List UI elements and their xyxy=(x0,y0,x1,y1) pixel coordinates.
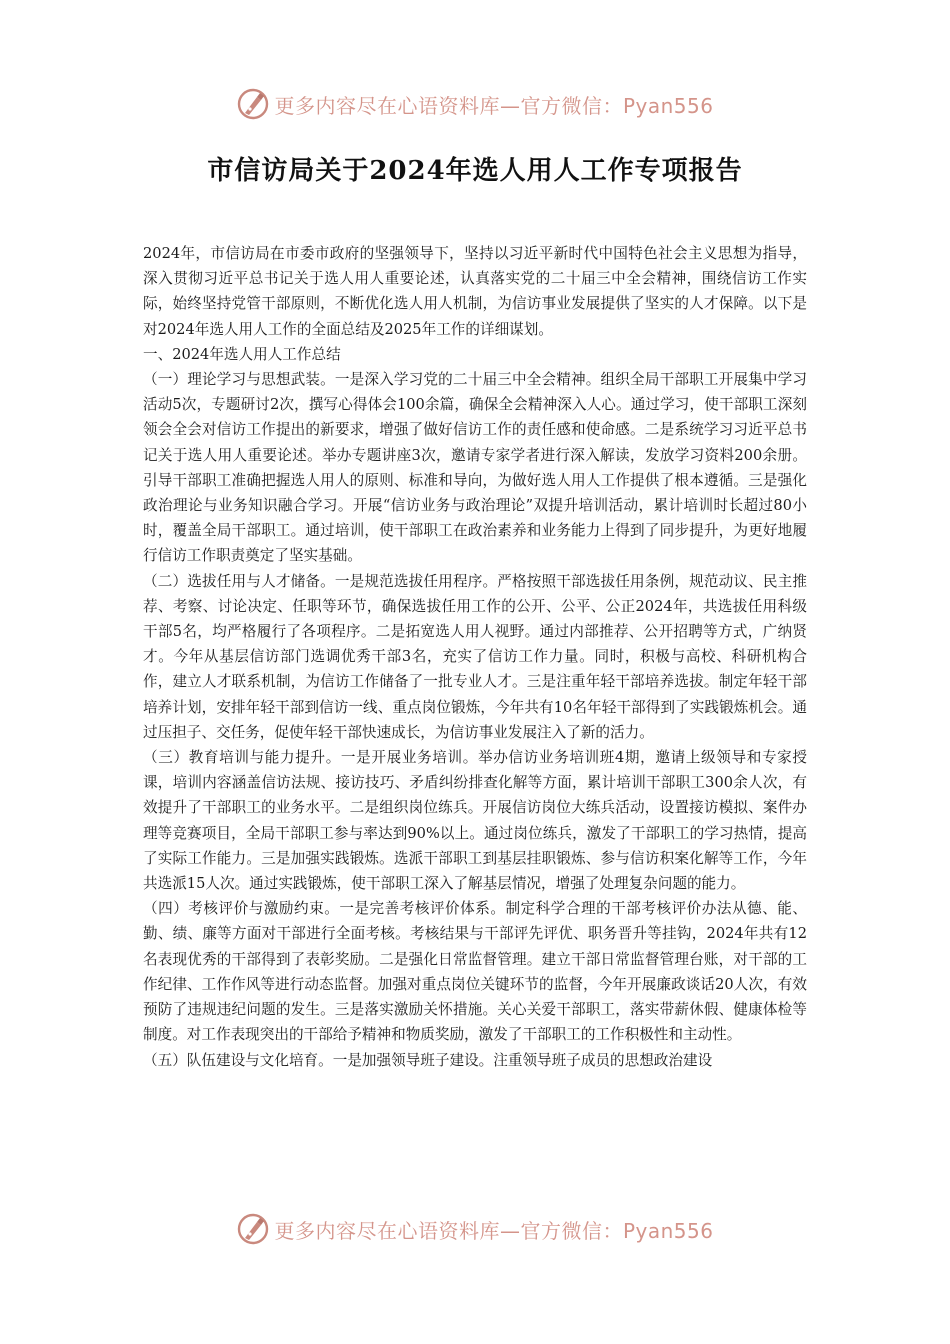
watermark-header xyxy=(0,84,950,124)
pen-nib-logo-icon xyxy=(236,1212,270,1246)
watermark-text: 更多内容尽在心语资料库—官方微信：Pyan556 xyxy=(274,93,714,118)
body-paragraph: （四）考核评价与激励约束。一是完善考核评价体系。制定科学合理的干部考核评价办法从德、能、勤、绩、廉等方面对干部进行全面考核。考核结果与干部评先评优、职务晋升等挂钩，2024年共有12名表现优秀的干部得到了表彰奖励。二是强化日常监督管理。建立干部日常监督管理台账，对干部的工作纪律、工作作风等进行动态监督。加强对重点岗位关键环节的监督，今年开展廉政谈话20人次，有效预防了违规违纪问题的发生。三是落实激励关怀措施。关心关爱干部职工，落实带薪休假、健康体检等制度。对工作表现突出的干部给予精神和物质奖励，激发了干部职工的工作积极性和主动性。 xyxy=(143,900,807,1044)
page-title: 市信访局关于2024年选人用人工作专项报告 xyxy=(207,156,743,186)
body-paragraph: （一）理论学习与思想武装。一是深入学习党的二十届三中全会精神。组织全局干部职工开展集中学习活动5次，专题研讨2次，撰写心得体会100余篇，确保全会精神深入人心。通过学习，使干部职工深刻领会全会对信访工作提出的新要求，增强了做好信访工作的责任感和使命感。二是系统学习习近平总书记关于选人用人重要论述。举办专题讲座3次，邀请专家学者进行深入解读，发放学习资料200余册。引导干部职工准确把握选人用人的原则、标准和导向，为做好选人用人工作提供了根本遵循。三是强化政治理论与业务知识融合学习。开展“信访业务与政治理论”双提升培训活动，累计培训时长超过80小时，覆盖全局干部职工。通过培训，使干部职工在政治素养和业务能力上得到了同步提升，为更好地履行信访工作职责奠定了坚实基础。 xyxy=(143,371,807,565)
watermark-footer xyxy=(0,1209,950,1249)
intro-paragraph: 2024年，市信访局在市委市政府的坚强领导下，坚持以习近平新时代中国特色社会主义思想为指导，深入贯彻习近平总书记关于选人用人重要论述，认真落实党的二十届三中全会精神，围绕信访工作实际，始终坚持党管干部原则，不断优化选人用人机制，为信访事业发展提供了坚实的人才保障。以下是对2024年选人用人工作的全面总结及2025年工作的详细谋划。 xyxy=(143,245,807,338)
pen-nib-logo-icon xyxy=(236,87,270,121)
document-body xyxy=(143,241,807,1073)
watermark-text: 更多内容尽在心语资料库—官方微信：Pyan556 xyxy=(274,1218,714,1243)
body-paragraph: （三）教育培训与能力提升。一是开展业务培训。举办信访业务培训班4期，邀请上级领导和专家授课，培训内容涵盖信访法规、接访技巧、矛盾纠纷排查化解等方面，累计培训干部职工300余人次，有效提升了干部职工的业务水平。二是组织岗位练兵。开展信访岗位大练兵活动，设置接访模拟、案件办理等竞赛项目，全局干部职工参与率达到90%以上。通过岗位练兵，激发了干部职工的学习热情，提高了实际工作能力。三是加强实践锻炼。选派干部职工到基层挂职锻炼、参与信访积案化解等工作，今年共选派15人次。通过实践锻炼，使干部职工深入了解基层情况，增强了处理复杂问题的能力。 xyxy=(143,749,807,893)
body-paragraph: （五）队伍建设与文化培育。一是加强领导班子建设。注重领导班子成员的思想政治建设 xyxy=(143,1051,713,1069)
body-paragraph: （二）选拔任用与人才储备。一是规范选拔任用程序。严格按照干部选拔任用条例，规范动议、民主推荐、考察、讨论决定、任职等环节，确保选拔任用工作的公开、公平、公正2024年，共选拔任用科级干部5名，均严格履行了各项程序。二是拓宽选人用人视野。通过内部推荐、公开招聘等方式，广纳贤才。今年从基层信访部门选调优秀干部3名，充实了信访工作力量。同时，积极与高校、科研机构合作，建立人才联系机制，为信访工作储备了一批专业人才。三是注重年轻干部培养选拔。制定年轻干部培养计划，安排年轻干部到信访一线、重点岗位锻炼，今年共有10名年轻干部得到了实践锻炼机会。通过压担子、交任务，促使年轻干部快速成长，为信访事业发展注入了新的活力。 xyxy=(143,572,807,741)
section-heading: 一、2024年选人用人工作总结 xyxy=(143,345,341,363)
